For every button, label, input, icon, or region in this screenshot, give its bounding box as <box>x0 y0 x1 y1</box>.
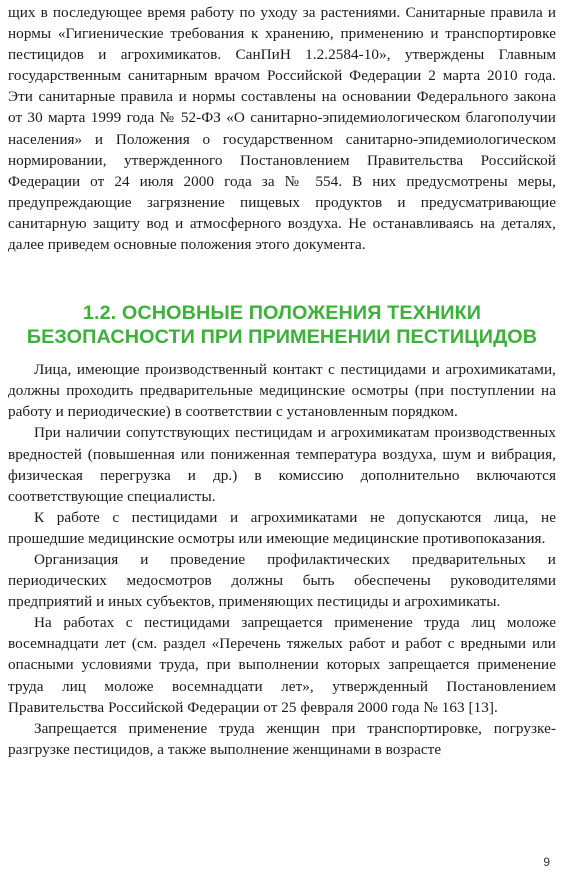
intro-paragraph: щих в последующее время работу по уходу за растениями. Санитарные правила и нормы «Гигиенические требования к хранению, применению и транспортировке пестицидов и агрохимикатов. СанПиН 1.2.2584-10», утверждены Главным государственным санитарным врачом Российской Федерации 2 марта 2010 года. Эти санитарные правила и нормы составлены на основании Федерального закона от 30 марта 1999 года № 52-ФЗ «О санитарно-эпидемиологическом благополучии населения» и Положения о государственном санитарно-эпидемиологическом нормировании, утвержденного Постановлением Правительства Российской Федерации от 24 июля 2000 года за № 554. В них предусмотрены меры, предупреждающие загрязнение пищевых продуктов и предусматривающие санитарную защиту вод и атмосферного воздуха. Не останавливаясь на деталях, далее приведем основные положения этого документа. <box>8 4 556 254</box>
paragraph-admission-restrictions: К работе с пестицидами и агрохимикатами не допускаются лица, не прошедшие медицинские осмотры или имеющие медицинские противопоказания. <box>8 508 556 547</box>
paragraph-women-prohibition: Запрещается применение труда женщин при транспортировке, погрузке-разгрузке пестицидов, а также выполнение женщинами в возрасте <box>8 719 556 758</box>
paragraph-minors-prohibition: На работах с пестицидами запрещается применение труда лиц моложе восемнадцати лет (см. раздел «Перечень тяжелых работ и работ с вредными или опасными условиями труда, при выполнении которых запрещается применение труда лиц моложе восемнадцати лет», утвержденный Постановлением Правительства Российской Федерации от 25 февраля 2000 года № 163 [13]. <box>8 614 556 716</box>
paragraph-medical-examinations: Лица, имеющие производственный контакт с пестицидами и агрохимикатами, должны проходить предварительные медицинские осмотры (при поступлении на работу и периодические) в соответствии с установленным порядком. <box>8 361 556 421</box>
paragraph-additional-specialists: При наличии сопутствующих пестицидам и агрохимикатам производственных вредностей (повышенная или пониженная температура воздуха, шум и вибрация, физическая перегрузка и др.) в комиссию дополнительно включаются соответствующие специалисты. <box>8 424 556 505</box>
section-heading-line-2: БЕЗОПАСНОСТИ ПРИ ПРИМЕНЕНИИ ПЕСТИЦИДОВ <box>26 326 538 349</box>
page-number: 9 <box>543 855 550 869</box>
section-heading <box>8 301 556 349</box>
paragraph-organization-of-examinations: Организация и проведение профилактических предварительных и периодических медосмотров должны быть обеспечены руководителями предприятий и иных субъектов, применяющих пестициды и агрохимикаты. <box>8 550 556 611</box>
section-heading-line-1: 1.2. ОСНОВНЫЕ ПОЛОЖЕНИЯ ТЕХНИКИ <box>82 302 482 325</box>
